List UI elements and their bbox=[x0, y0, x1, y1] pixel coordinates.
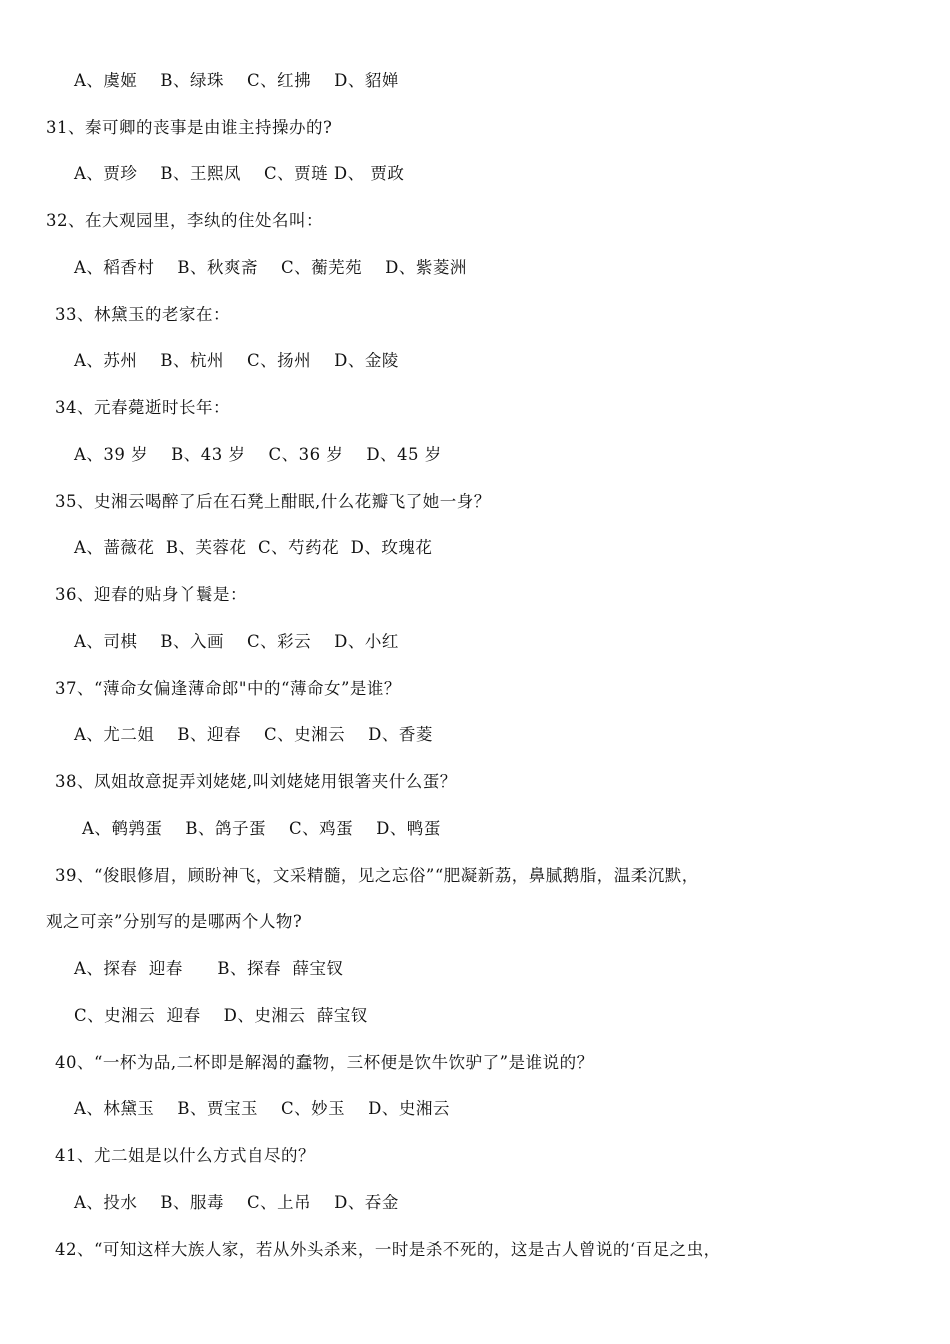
q35-options: A、蔷薇花 B、芙蓉花 C、芍药花 D、玫瑰花 bbox=[74, 538, 433, 557]
q37-question: 37、“薄命女偏逢薄命郎"中的“薄命女”是谁？ bbox=[55, 679, 401, 698]
q33-question: 33、林黛玉的老家在： bbox=[55, 305, 230, 324]
q37-options: A、尤二姐 B、迎春 C、史湘云 D、香菱 bbox=[74, 725, 433, 744]
q41-question: 41、尤二姐是以什么方式自尽的？ bbox=[55, 1146, 315, 1165]
q36-options: A、司棋 B、入画 C、彩云 D、小红 bbox=[74, 632, 399, 651]
q32-options: A、稻香村 B、秋爽斋 C、蘅芜苑 D、紫菱洲 bbox=[74, 258, 467, 277]
q41-options: A、投水 B、服毒 C、上吊 D、吞金 bbox=[74, 1193, 399, 1212]
q32-question: 32、在大观园里，李纨的住处名叫： bbox=[46, 211, 323, 230]
q36-question: 36、迎春的贴身丫鬟是： bbox=[55, 585, 247, 604]
q38-question: 38、凤姐故意捉弄刘姥姥,叫刘姥姥用银箸夹什么蛋？ bbox=[55, 772, 457, 791]
q31-question: 31、秦可卿的丧事是由谁主持操办的? bbox=[46, 118, 333, 137]
q34-question: 34、元春薨逝时长年： bbox=[55, 398, 230, 417]
q39-options-cd: C、史湘云 迎春 D、史湘云 薛宝钗 bbox=[74, 1006, 368, 1025]
q35-question: 35、史湘云喝醉了后在石凳上酣眠,什么花瓣飞了她一身？ bbox=[55, 492, 491, 511]
q38-options: A、鹌鹑蛋 B、鸽子蛋 C、鸡蛋 D、鸭蛋 bbox=[82, 819, 441, 838]
q39-question-line1: 39、“俊眼修眉，顾盼神飞，文采精髓，见之忘俗”“肥凝新荔，鼻腻鹅脂，温柔沉默， bbox=[55, 866, 699, 885]
q42-question-line1: 42、“可知这样大族人家，若从外头杀来，一时是杀不死的，这是古人曾说的‘百足之虫， bbox=[55, 1240, 721, 1259]
q40-options: A、林黛玉 B、贾宝玉 C、妙玉 D、史湘云 bbox=[74, 1099, 450, 1118]
q34-options: A、39 岁 B、43 岁 C、36 岁 D、45 岁 bbox=[74, 445, 442, 464]
q39-options-ab: A、探春 迎春 B、探春 薛宝钗 bbox=[74, 959, 344, 978]
q39-question-line2: 观之可亲”分别写的是哪两个人物? bbox=[46, 912, 303, 931]
q33-options: A、苏州 B、杭州 C、扬州 D、金陵 bbox=[74, 351, 399, 370]
q31-options: A、贾珍 B、王熙凤 C、贾琏 D、 贾政 bbox=[74, 164, 405, 183]
q30-options: A、虞姬 B、绿珠 C、红拂 D、貂婵 bbox=[74, 71, 399, 90]
q40-question: 40、“一杯为品,二杯即是解渴的蠢物，三杯便是饮牛饮驴了”是谁说的？ bbox=[55, 1053, 594, 1072]
